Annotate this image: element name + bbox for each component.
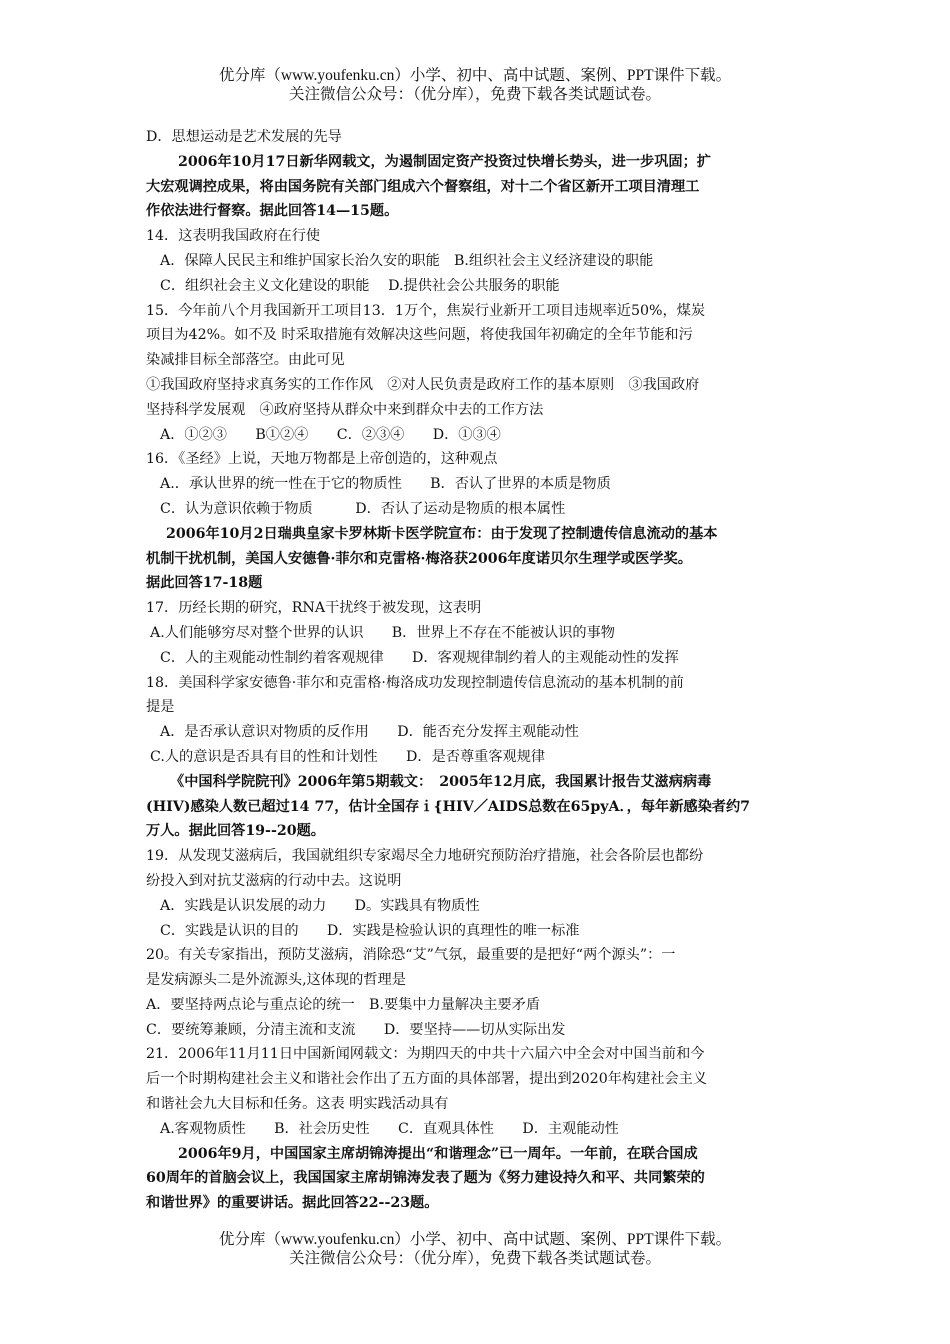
material-paragraph: 60周年的首脑会议上，我国国家主席胡锦涛发表了题为《努力建设持久和平、共同繁荣的 xyxy=(146,1170,705,1187)
option-line: A.．承认世界的统一性在于它的物质性 B．否认了世界的本质是物质 xyxy=(160,476,611,493)
material-paragraph: 作依法进行督察。据此回答14—15题。 xyxy=(146,203,399,220)
option-line: A.人们能够穷尽对整个世界的认识 B．世界上不存在不能被认识的事物 xyxy=(150,624,615,641)
option-line: A．保障人民民主和维护国家长治久安的职能 B.组织社会主义经济建设的职能 xyxy=(160,252,654,269)
footer-line-1: 优分库（www.youfenku.cn）小学、初中、高中试题、案例、PPT课件下载。 xyxy=(218,1231,732,1248)
option-line: C．要统筹兼顾，分清主流和支流 D．要坚持——切从实际出发 xyxy=(146,1021,566,1038)
option-line: A．要坚持两点论与重点论的统一 B.要集中力量解决主要矛盾 xyxy=(146,996,541,1013)
option-line: C．组织社会主义文化建设的职能 D.提供社会公共服务的职能 xyxy=(160,277,560,294)
material-paragraph: 《中国科学院院刊》2006年第5期载文： 2005年12月底，我国累计报告艾滋病病毒 xyxy=(170,773,712,790)
header-line-2: 关注微信公众号：（优分库），免费下载各类试题试卷。 xyxy=(288,86,661,103)
question-15-text: 染减排目标全部落空。由此可见 xyxy=(146,352,345,369)
option-line: C．实践是认识的目的 D．实践是检验认识的真理性的唯一标准 xyxy=(160,922,580,939)
question-21: 21．2006年11月11日中国新闻网载文：为期四天的中共十六届六中全会对中国当前和今 xyxy=(146,1046,705,1063)
option-line: A.客观物质性 B．社会历史性 C．直观具体性 D．主观能动性 xyxy=(160,1120,619,1137)
option-line: A．①②③ B①②④ C．②③④ D．①③④ xyxy=(160,426,501,443)
question-21-text: 后一个时期构建社会主义和谐社会作出了五方面的具体部署，提出到2020年构建社会主义 xyxy=(146,1071,708,1088)
material-paragraph: 2006年10月17日新华网载文，为遏制固定资产投资过快增长势头，进一步巩固；扩 xyxy=(178,153,711,170)
material-paragraph: 2006年10月2日瑞典皇家卡罗林斯卡医学院宣布：由于发现了控制遗传信息流动的基本 xyxy=(166,525,718,542)
material-paragraph: (HIV)感染人数已超过14 77，估计全国存ｉ{HIV／AIDS总数在65pyA．，每年新感染者约7 xyxy=(146,798,751,815)
question-21-text: 和谐社会九大目标和任务。这表 明实践活动具有 xyxy=(146,1096,449,1113)
material-paragraph: 机制干扰机制，美国人安德鲁·菲尔和克雷格·梅洛获2006年度诺贝尔生理学或医学奖。 xyxy=(146,550,692,567)
question-19-text: 纷投入到对抗艾滋病的行动中去。这说明 xyxy=(146,872,402,889)
statement-line: ①我国政府坚持求真务实的工作作风 ②对人民负责是政府工作的基本原则 ③我国政府 xyxy=(146,376,700,393)
header-line-1: 优分库（www.youfenku.cn）小学、初中、高中试题、案例、PPT课件下载。 xyxy=(218,67,732,84)
material-paragraph: 万人。据此回答19--20题。 xyxy=(146,823,325,840)
question-15-text: 项目为42%。如不及 时采取措施有效解决这些问题，将使我国年初确定的全年节能和污 xyxy=(146,327,693,344)
footer-line-2: 关注微信公众号：（优分库），免费下载各类试题试卷。 xyxy=(288,1250,661,1267)
question-20-text: 是发病源头二是外流源头,这体现的哲理是 xyxy=(146,972,406,989)
option-line: D．思想运动是艺术发展的先导 xyxy=(146,129,342,145)
question-17: 17．历经长期的研究，RNA干扰终于被发现，这表明 xyxy=(146,600,482,617)
option-line: C．认为意识依赖于物质 D．否认了运动是物质的根本属性 xyxy=(160,500,566,517)
page-footer xyxy=(0,1230,950,1268)
question-18: 18．美国科学家安德鲁·菲尔和克雷格·梅洛成功发现控制遗传信息流动的基本机制的前 xyxy=(146,674,684,691)
question-20: 20。有关专家指出，预防艾滋病，消除恐“艾”气氛，最重要的是把好“两个源头”：一 xyxy=(146,947,676,964)
option-line: C.人的意识是否具有目的性和计划性 D．是否尊重客观规律 xyxy=(150,748,546,765)
exam-content xyxy=(146,125,810,1216)
page-header xyxy=(0,66,950,104)
material-paragraph: 据此回答17-18题 xyxy=(146,575,263,592)
option-line: A．是否承认意识对物质的反作用 D．能否充分发挥主观能动性 xyxy=(160,724,579,741)
option-line: A．实践是认识发展的动力 D。实践具有物质性 xyxy=(160,897,480,914)
question-14: 14．这表明我国政府在行使 xyxy=(146,228,321,245)
statement-line: 坚持科学发展观 ④政府坚持从群众中来到群众中去的工作方法 xyxy=(146,401,544,418)
question-18-text: 提是 xyxy=(146,699,175,716)
material-paragraph: 2006年9月，中国国家主席胡锦涛提出“和谐理念”已一周年。一年前，在联合国成 xyxy=(178,1145,698,1162)
option-line: C．人的主观能动性制约着客观规律 D．客观规律制约着人的主观能动性的发挥 xyxy=(160,649,679,666)
question-15: 15．今年前八个月我国新开工项目13．1万个，焦炭行业新开工项目违规率近50%，煤炭 xyxy=(146,302,706,319)
question-16: 16．《圣经》上说，天地万物都是上帝创造的，这种观点 xyxy=(146,451,498,468)
question-19: 19．从发现艾滋病后，我国就组织专家竭尽全力地研究预防治疗措施，社会各阶层也都纷 xyxy=(146,848,704,865)
material-paragraph: 大宏观调控成果，将由国务院有关部门组成六个督察组，对十二个省区新开工项目清理工 xyxy=(146,178,700,195)
material-paragraph: 和谐世界》的重要讲话。据此回答22--23题。 xyxy=(146,1195,439,1212)
